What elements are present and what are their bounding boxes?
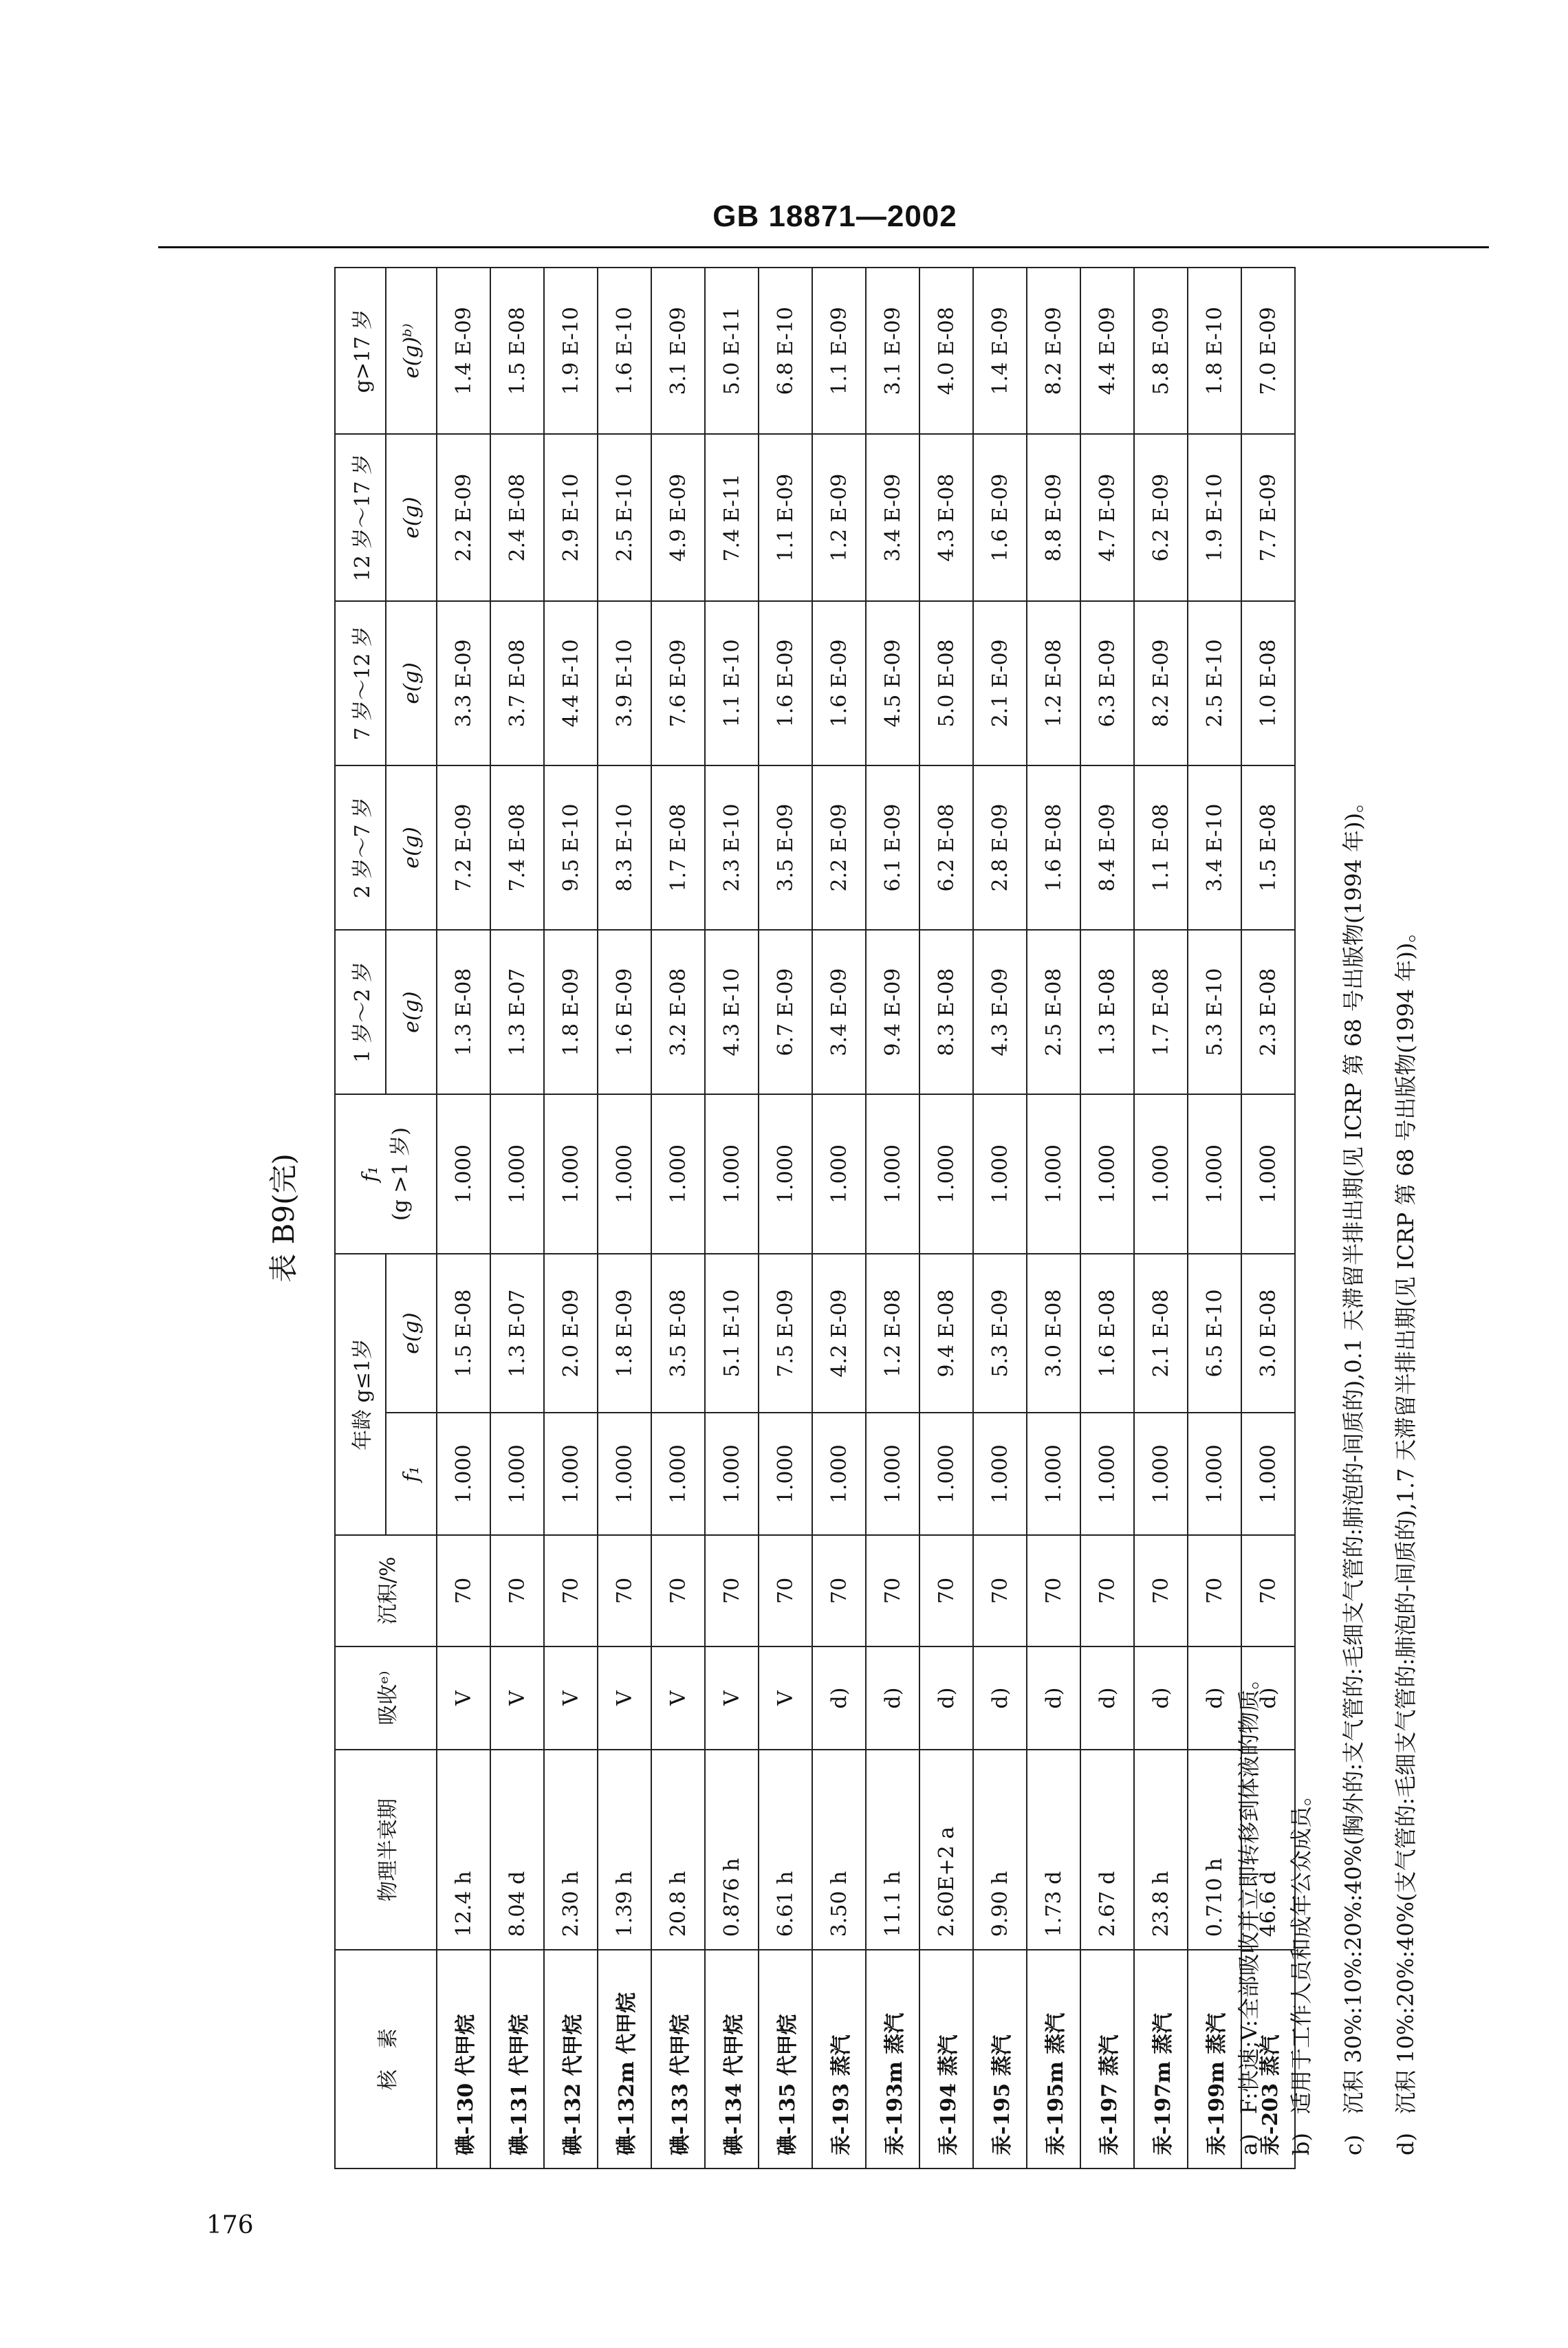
cell-e-g-12-17: 7.7 E-09 xyxy=(1241,434,1295,600)
table-row xyxy=(919,268,973,2168)
cell-nuclide: 汞-193 蒸汽 xyxy=(812,1950,866,2168)
cell-e-g-over17: 1.4 E-09 xyxy=(437,268,490,434)
cell-f1-infant: 1.000 xyxy=(598,1413,651,1535)
cell-f1-infant: 1.000 xyxy=(437,1413,490,1535)
col-header-age-infant: 年龄 g≤1岁 xyxy=(335,1254,386,1535)
cell-e-g-infant: 7.5 E-09 xyxy=(759,1254,812,1413)
cell-f1-over1: 1.000 xyxy=(490,1094,544,1254)
col-header-nuclide: 核 素 xyxy=(335,1950,437,2168)
cell-e-g-over17: 6.8 E-10 xyxy=(759,268,812,434)
cell-deposition: 70 xyxy=(973,1535,1027,1646)
cell-e-g-infant: 3.0 E-08 xyxy=(1241,1254,1295,1413)
cell-f1-infant: 1.000 xyxy=(759,1413,812,1535)
cell-deposition: 70 xyxy=(1134,1535,1188,1646)
col-header-e-g-2-7: e(g) xyxy=(386,765,437,930)
cell-e-g-infant: 5.3 E-09 xyxy=(973,1254,1027,1413)
cell-e-g-12-17: 4.7 E-09 xyxy=(1080,434,1134,600)
cell-e-g-7-12: 1.0 E-08 xyxy=(1241,601,1295,765)
cell-absorption: V xyxy=(544,1646,598,1750)
cell-half-life: 46.6 d xyxy=(1241,1750,1295,1950)
cell-e-g-2-7: 3.4 E-10 xyxy=(1188,765,1241,930)
note-item xyxy=(1380,285,1432,2155)
col-header-half-life: 物理半衰期 xyxy=(335,1750,437,1950)
cell-nuclide: 碘-133 代甲烷 xyxy=(651,1950,705,2168)
cell-e-g-infant: 9.4 E-08 xyxy=(919,1254,973,1413)
cell-deposition: 70 xyxy=(651,1535,705,1646)
table-row xyxy=(973,268,1027,2168)
cell-e-g-12-17: 1.6 E-09 xyxy=(973,434,1027,600)
cell-f1-over1: 1.000 xyxy=(1027,1094,1080,1254)
cell-e-g-2-7: 1.1 E-08 xyxy=(1134,765,1188,930)
cell-e-g-infant: 1.6 E-08 xyxy=(1080,1254,1134,1413)
cell-e-g-over17: 5.8 E-09 xyxy=(1134,268,1188,434)
note-text: 沉积 30%:10%:20%:40%(胸外的:支气管的:毛细支气管的:肺泡的-间质的),0.1 天滞留半排出期(见 ICRP 第 68 号出版物(1994 年))。 xyxy=(1340,790,1366,2114)
table-body xyxy=(437,268,1295,2168)
cell-e-g-12-17: 7.4 E-11 xyxy=(705,434,759,600)
col-header-age-12-17: 12 岁～17 岁 xyxy=(335,434,386,600)
cell-e-g-over17: 1.6 E-10 xyxy=(598,268,651,434)
cell-deposition: 70 xyxy=(866,1535,919,1646)
cell-f1-over1: 1.000 xyxy=(437,1094,490,1254)
table-row xyxy=(651,268,705,2168)
cell-e-g-1-2: 1.8 E-09 xyxy=(544,930,598,1094)
cell-f1-over1: 1.000 xyxy=(705,1094,759,1254)
cell-e-g-over17: 7.0 E-09 xyxy=(1241,268,1295,434)
note-item xyxy=(1275,285,1327,2155)
cell-f1-infant: 1.000 xyxy=(973,1413,1027,1535)
cell-f1-infant: 1.000 xyxy=(651,1413,705,1535)
cell-e-g-1-2: 6.7 E-09 xyxy=(759,930,812,1094)
col-header-e-g-over17: e(g)ᵇ⁾ xyxy=(386,268,437,434)
cell-nuclide: 碘-130 代甲烷 xyxy=(437,1950,490,2168)
cell-deposition: 70 xyxy=(1188,1535,1241,1646)
cell-e-g-2-7: 1.6 E-08 xyxy=(1027,765,1080,930)
cell-e-g-over17: 3.1 E-09 xyxy=(651,268,705,434)
cell-e-g-infant: 3.0 E-08 xyxy=(1027,1254,1080,1413)
cell-deposition: 70 xyxy=(598,1535,651,1646)
cell-absorption: V xyxy=(490,1646,544,1750)
cell-nuclide: 汞-194 蒸汽 xyxy=(919,1950,973,2168)
cell-f1-over1: 1.000 xyxy=(598,1094,651,1254)
cell-e-g-1-2: 1.6 E-09 xyxy=(598,930,651,1094)
col-header-f1: f₁ xyxy=(386,1413,437,1535)
cell-e-g-12-17: 2.4 E-08 xyxy=(490,434,544,600)
cell-e-g-12-17: 2.9 E-10 xyxy=(544,434,598,600)
cell-half-life: 1.39 h xyxy=(598,1750,651,1950)
page-number: 176 xyxy=(206,2211,254,2239)
cell-e-g-12-17: 1.9 E-10 xyxy=(1188,434,1241,600)
cell-e-g-1-2: 2.5 E-08 xyxy=(1027,930,1080,1094)
cell-e-g-7-12: 7.6 E-09 xyxy=(651,601,705,765)
cell-e-g-over17: 1.5 E-08 xyxy=(490,268,544,434)
cell-deposition: 70 xyxy=(544,1535,598,1646)
cell-absorption: d) xyxy=(1188,1646,1241,1750)
cell-f1-over1: 1.000 xyxy=(1241,1094,1295,1254)
cell-half-life: 11.1 h xyxy=(866,1750,919,1950)
note-key: c) xyxy=(1340,2134,1366,2155)
cell-e-g-over17: 8.2 E-09 xyxy=(1027,268,1080,434)
col-header-age-over17: g>17 岁 xyxy=(335,268,386,434)
cell-e-g-2-7: 2.8 E-09 xyxy=(973,765,1027,930)
cell-nuclide: 碘-131 代甲烷 xyxy=(490,1950,544,2168)
note-item xyxy=(1327,285,1380,2155)
cell-f1-infant: 1.000 xyxy=(1188,1413,1241,1535)
cell-f1-infant: 1.000 xyxy=(490,1413,544,1535)
cell-absorption: V xyxy=(598,1646,651,1750)
cell-deposition: 70 xyxy=(919,1535,973,1646)
cell-e-g-infant: 1.3 E-07 xyxy=(490,1254,544,1413)
cell-deposition: 70 xyxy=(759,1535,812,1646)
cell-e-g-over17: 1.9 E-10 xyxy=(544,268,598,434)
cell-absorption: d) xyxy=(1080,1646,1134,1750)
cell-nuclide: 汞-195 蒸汽 xyxy=(973,1950,1027,2168)
cell-e-g-12-17: 6.2 E-09 xyxy=(1134,434,1188,600)
cell-e-g-7-12: 1.6 E-09 xyxy=(812,601,866,765)
cell-half-life: 3.50 h xyxy=(812,1750,866,1950)
cell-e-g-12-17: 1.2 E-09 xyxy=(812,434,866,600)
rotated-table-page xyxy=(260,267,1532,2169)
cell-f1-infant: 1.000 xyxy=(812,1413,866,1535)
cell-f1-over1: 1.000 xyxy=(866,1094,919,1254)
cell-e-g-7-12: 5.0 E-08 xyxy=(919,601,973,765)
cell-f1-over1: 1.000 xyxy=(1080,1094,1134,1254)
cell-half-life: 2.67 d xyxy=(1080,1750,1134,1950)
note-text: 适用于工作人员和成年公众成员。 xyxy=(1288,1783,1314,2114)
cell-e-g-infant: 2.0 E-09 xyxy=(544,1254,598,1413)
cell-e-g-2-7: 6.1 E-09 xyxy=(866,765,919,930)
cell-e-g-12-17: 4.3 E-08 xyxy=(919,434,973,600)
cell-e-g-1-2: 3.2 E-08 xyxy=(651,930,705,1094)
cell-e-g-7-12: 1.2 E-08 xyxy=(1027,601,1080,765)
cell-half-life: 23.8 h xyxy=(1134,1750,1188,1950)
table-row xyxy=(1027,268,1080,2168)
cell-nuclide: 碘-134 代甲烷 xyxy=(705,1950,759,2168)
cell-deposition: 70 xyxy=(490,1535,544,1646)
cell-e-g-7-12: 8.2 E-09 xyxy=(1134,601,1188,765)
cell-e-g-1-2: 1.3 E-08 xyxy=(437,930,490,1094)
col-header-e-g-infant: e(g) xyxy=(386,1254,437,1413)
cell-nuclide: 碘-132m 代甲烷 xyxy=(598,1950,651,2168)
cell-deposition: 70 xyxy=(437,1535,490,1646)
col-header-age-1-2: 1 岁～2 岁 xyxy=(335,930,386,1094)
cell-half-life: 9.90 h xyxy=(973,1750,1027,1950)
cell-deposition: 70 xyxy=(705,1535,759,1646)
table-caption: 表 B9(完) xyxy=(267,1153,301,1283)
cell-e-g-2-7: 2.2 E-09 xyxy=(812,765,866,930)
cell-absorption: V xyxy=(759,1646,812,1750)
cell-half-life: 2.30 h xyxy=(544,1750,598,1950)
cell-f1-over1: 1.000 xyxy=(1134,1094,1188,1254)
cell-e-g-1-2: 8.3 E-08 xyxy=(919,930,973,1094)
cell-f1-infant: 1.000 xyxy=(919,1413,973,1535)
cell-e-g-1-2: 1.7 E-08 xyxy=(1134,930,1188,1094)
cell-e-g-1-2: 4.3 E-09 xyxy=(973,930,1027,1094)
cell-e-g-12-17: 4.9 E-09 xyxy=(651,434,705,600)
cell-e-g-infant: 4.2 E-09 xyxy=(812,1254,866,1413)
cell-e-g-12-17: 1.1 E-09 xyxy=(759,434,812,600)
cell-e-g-infant: 6.5 E-10 xyxy=(1188,1254,1241,1413)
cell-e-g-infant: 1.2 E-08 xyxy=(866,1254,919,1413)
cell-f1-over1: 1.000 xyxy=(759,1094,812,1254)
table-row xyxy=(705,268,759,2168)
cell-e-g-1-2: 9.4 E-09 xyxy=(866,930,919,1094)
cell-f1-infant: 1.000 xyxy=(1027,1413,1080,1535)
cell-absorption: d) xyxy=(919,1646,973,1750)
cell-e-g-12-17: 2.5 E-10 xyxy=(598,434,651,600)
cell-absorption: d) xyxy=(866,1646,919,1750)
cell-e-g-infant: 1.5 E-08 xyxy=(437,1254,490,1413)
dose-coefficient-table xyxy=(334,267,1296,2169)
table-row xyxy=(1080,268,1134,2168)
table-row xyxy=(1134,268,1188,2168)
document-header-title: GB 18871—2002 xyxy=(712,199,957,233)
cell-f1-infant: 1.000 xyxy=(1134,1413,1188,1535)
f1-over1-label: f₁ xyxy=(358,1166,382,1182)
col-header-absorption: 吸收ᵉ⁾ xyxy=(335,1646,437,1750)
table-row xyxy=(812,268,866,2168)
cell-nuclide: 汞-199m 蒸汽 xyxy=(1188,1950,1241,2168)
cell-e-g-infant: 1.8 E-09 xyxy=(598,1254,651,1413)
cell-e-g-7-12: 3.7 E-08 xyxy=(490,601,544,765)
cell-e-g-7-12: 2.5 E-10 xyxy=(1188,601,1241,765)
cell-e-g-1-2: 2.3 E-08 xyxy=(1241,930,1295,1094)
cell-half-life: 8.04 d xyxy=(490,1750,544,1950)
col-header-e-g-12-17: e(g) xyxy=(386,434,437,600)
cell-e-g-12-17: 8.8 E-09 xyxy=(1027,434,1080,600)
cell-nuclide: 汞-195m 蒸汽 xyxy=(1027,1950,1080,2168)
col-header-deposition: 沉积/% xyxy=(335,1535,437,1646)
cell-e-g-1-2: 4.3 E-10 xyxy=(705,930,759,1094)
col-header-age-2-7: 2 岁～7 岁 xyxy=(335,765,386,930)
cell-f1-over1: 1.000 xyxy=(544,1094,598,1254)
cell-e-g-2-7: 8.3 E-10 xyxy=(598,765,651,930)
cell-e-g-over17: 1.1 E-09 xyxy=(812,268,866,434)
cell-e-g-2-7: 3.5 E-09 xyxy=(759,765,812,930)
note-text: 沉积 10%:20%:40%(支气管的:毛细支气管的:肺泡的-间质的),1.7 天滞留半排出期(见 ICRP 第 68 号出版物(1994 年))。 xyxy=(1393,920,1419,2114)
cell-deposition: 70 xyxy=(812,1535,866,1646)
cell-absorption: d) xyxy=(973,1646,1027,1750)
cell-e-g-over17: 1.4 E-09 xyxy=(973,268,1027,434)
cell-nuclide: 碘-132 代甲烷 xyxy=(544,1950,598,2168)
cell-e-g-7-12: 1.1 E-10 xyxy=(705,601,759,765)
cell-absorption: V xyxy=(705,1646,759,1750)
table-row xyxy=(437,268,490,2168)
cell-half-life: 1.73 d xyxy=(1027,1750,1080,1950)
cell-e-g-2-7: 7.4 E-08 xyxy=(490,765,544,930)
cell-e-g-2-7: 8.4 E-09 xyxy=(1080,765,1134,930)
cell-f1-infant: 1.000 xyxy=(544,1413,598,1535)
cell-e-g-over17: 1.8 E-10 xyxy=(1188,268,1241,434)
cell-e-g-2-7: 6.2 E-08 xyxy=(919,765,973,930)
cell-f1-over1: 1.000 xyxy=(1188,1094,1241,1254)
header-rule xyxy=(158,246,1489,248)
cell-e-g-over17: 5.0 E-11 xyxy=(705,268,759,434)
cell-e-g-2-7: 7.2 E-09 xyxy=(437,765,490,930)
cell-e-g-1-2: 1.3 E-07 xyxy=(490,930,544,1094)
cell-e-g-over17: 3.1 E-09 xyxy=(866,268,919,434)
cell-e-g-1-2: 5.3 E-10 xyxy=(1188,930,1241,1094)
cell-absorption: d) xyxy=(1027,1646,1080,1750)
cell-e-g-7-12: 4.4 E-10 xyxy=(544,601,598,765)
cell-e-g-2-7: 1.5 E-08 xyxy=(1241,765,1295,930)
cell-e-g-7-12: 6.3 E-09 xyxy=(1080,601,1134,765)
cell-e-g-over17: 4.0 E-08 xyxy=(919,268,973,434)
cell-e-g-1-2: 3.4 E-09 xyxy=(812,930,866,1094)
cell-nuclide: 碘-135 代甲烷 xyxy=(759,1950,812,2168)
cell-e-g-12-17: 3.4 E-09 xyxy=(866,434,919,600)
table-row xyxy=(759,268,812,2168)
cell-f1-over1: 1.000 xyxy=(812,1094,866,1254)
cell-absorption: V xyxy=(651,1646,705,1750)
cell-f1-infant: 1.000 xyxy=(1080,1413,1134,1535)
cell-half-life: 20.8 h xyxy=(651,1750,705,1950)
cell-e-g-7-12: 2.1 E-09 xyxy=(973,601,1027,765)
cell-deposition: 70 xyxy=(1241,1535,1295,1646)
cell-e-g-2-7: 1.7 E-08 xyxy=(651,765,705,930)
cell-f1-infant: 1.000 xyxy=(1241,1413,1295,1535)
note-item xyxy=(1223,285,1275,2155)
cell-half-life: 0.876 h xyxy=(705,1750,759,1950)
cell-deposition: 70 xyxy=(1080,1535,1134,1646)
cell-f1-over1: 1.000 xyxy=(919,1094,973,1254)
col-header-f1-over1 xyxy=(335,1094,437,1254)
cell-f1-over1: 1.000 xyxy=(651,1094,705,1254)
cell-absorption: d) xyxy=(1134,1646,1188,1750)
table-notes xyxy=(1223,285,1432,2155)
cell-half-life: 2.60E+2 a xyxy=(919,1750,973,1950)
cell-e-g-infant: 5.1 E-10 xyxy=(705,1254,759,1413)
cell-e-g-7-12: 4.5 E-09 xyxy=(866,601,919,765)
cell-e-g-7-12: 3.3 E-09 xyxy=(437,601,490,765)
f1-over1-sub: (g >1 岁) xyxy=(389,1127,413,1221)
cell-absorption: d) xyxy=(812,1646,866,1750)
note-key: b) xyxy=(1288,2133,1314,2155)
col-header-e-g-1-2: e(g) xyxy=(386,930,437,1094)
note-key: a) xyxy=(1236,2133,1262,2155)
cell-e-g-infant: 3.5 E-08 xyxy=(651,1254,705,1413)
cell-f1-over1: 1.000 xyxy=(973,1094,1027,1254)
cell-f1-infant: 1.000 xyxy=(705,1413,759,1535)
cell-nuclide: 汞-203 蒸汽 xyxy=(1241,1950,1295,2168)
table-row xyxy=(544,268,598,2168)
note-key: d) xyxy=(1393,2133,1419,2155)
cell-nuclide: 汞-193m 蒸汽 xyxy=(866,1950,919,2168)
note-text: F:快速;V:全部吸收并立即转移到体液的物质。 xyxy=(1236,1667,1262,2114)
table-row xyxy=(598,268,651,2168)
cell-absorption: V xyxy=(437,1646,490,1750)
cell-f1-infant: 1.000 xyxy=(866,1413,919,1535)
cell-absorption: d) xyxy=(1241,1646,1295,1750)
cell-half-life: 6.61 h xyxy=(759,1750,812,1950)
cell-half-life: 12.4 h xyxy=(437,1750,490,1950)
cell-half-life: 0.710 h xyxy=(1188,1750,1241,1950)
cell-e-g-over17: 4.4 E-09 xyxy=(1080,268,1134,434)
cell-e-g-2-7: 2.3 E-10 xyxy=(705,765,759,930)
cell-nuclide: 汞-197m 蒸汽 xyxy=(1134,1950,1188,2168)
cell-e-g-1-2: 1.3 E-08 xyxy=(1080,930,1134,1094)
cell-e-g-12-17: 2.2 E-09 xyxy=(437,434,490,600)
col-header-age-7-12: 7 岁～12 岁 xyxy=(335,601,386,765)
cell-deposition: 70 xyxy=(1027,1535,1080,1646)
cell-e-g-infant: 2.1 E-08 xyxy=(1134,1254,1188,1413)
cell-e-g-7-12: 1.6 E-09 xyxy=(759,601,812,765)
table-row xyxy=(866,268,919,2168)
cell-nuclide: 汞-197 蒸汽 xyxy=(1080,1950,1134,2168)
col-header-e-g-7-12: e(g) xyxy=(386,601,437,765)
cell-e-g-2-7: 9.5 E-10 xyxy=(544,765,598,930)
table-row xyxy=(490,268,544,2168)
cell-e-g-7-12: 3.9 E-10 xyxy=(598,601,651,765)
